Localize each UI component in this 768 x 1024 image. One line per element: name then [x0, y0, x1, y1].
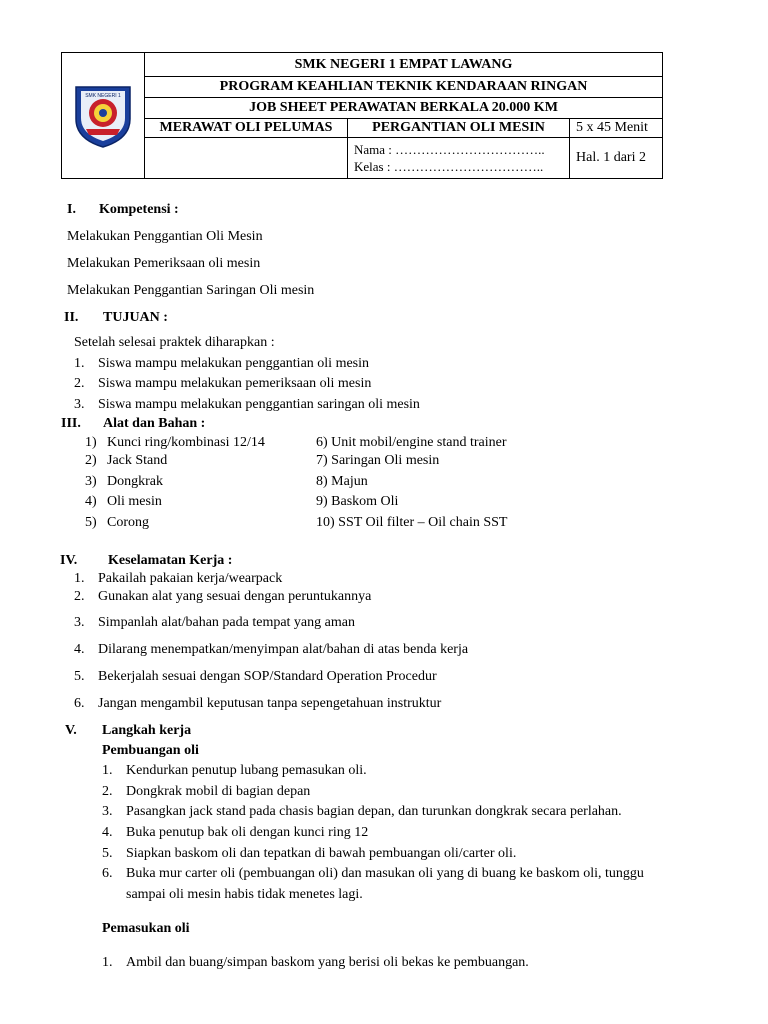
list-number: 3.: [74, 397, 85, 412]
section-3-number: III.: [61, 416, 81, 431]
list-number: 2.: [74, 376, 85, 391]
section-3-title: Alat dan Bahan :: [103, 416, 206, 431]
list-text: Pakailah pakaian kerja/wearpack: [98, 571, 283, 586]
tool-item: 7) Saringan Oli mesin: [316, 453, 440, 468]
list-text: Bekerjalah sesuai dengan SOP/Standard Operation Procedur: [98, 669, 437, 684]
list-number: 1.: [74, 356, 85, 371]
section-1-number: I.: [67, 202, 76, 217]
list-text: Siswa mampu melakukan penggantian oli mesin: [98, 356, 370, 371]
duration-cell: 5 x 45 Menit: [570, 118, 663, 137]
step-text: Siapkan baskom oli dan tepatkan di bawah pembuangan oli/carter oli.: [126, 846, 517, 861]
step-item: [102, 825, 368, 841]
step-number: 6.: [102, 866, 113, 881]
list-number: 3.: [74, 615, 85, 630]
safety-item: [74, 696, 441, 712]
list-number: 2.: [74, 589, 85, 604]
competency-item: Melakukan Penggantian Saringan Oli mesin: [67, 283, 315, 298]
list-text: Simpanlah alat/bahan pada tempat yang aman: [98, 615, 355, 630]
tool-item: 6) Unit mobil/engine stand trainer: [316, 435, 507, 450]
tool-item: [85, 494, 162, 510]
list-text: Dilarang menempatkan/menyimpan alat/bahan di atas benda kerja: [98, 642, 469, 657]
tool-number: 1): [85, 435, 97, 450]
safety-item: [74, 571, 282, 587]
section-4-number: IV.: [60, 553, 78, 568]
safety-item: [74, 642, 468, 658]
name-class-cell: [348, 137, 570, 178]
section-4-title: Keselamatan Kerja :: [108, 553, 233, 568]
subheading-fill: Pemasukan oli: [102, 921, 190, 936]
list-text: Siswa mampu melakukan penggantian saringan oli mesin: [98, 397, 420, 412]
list-item: [74, 376, 371, 392]
tool-item: [85, 435, 265, 451]
kelas-field: Kelas : ……………………………..: [354, 158, 544, 174]
step-item: [102, 804, 622, 820]
blank-cell: [145, 137, 348, 178]
tool-number: 2): [85, 453, 97, 468]
logo-cell: [62, 53, 145, 179]
step-text: Kendurkan penutup lubang pemasukan oli.: [126, 763, 367, 778]
page-cell: Hal. 1 dari 2: [570, 137, 663, 178]
tool-number: 3): [85, 474, 97, 489]
step-item: [102, 784, 310, 800]
tool-text: Corong: [107, 515, 149, 530]
step-item: [102, 763, 367, 779]
tool-item: [85, 515, 149, 531]
step-text: Ambil dan buang/simpan baskom yang berisi oli bekas ke pembuangan.: [126, 955, 529, 970]
school-name: SMK NEGERI 1 EMPAT LAWANG: [145, 53, 663, 77]
safety-item: [74, 589, 371, 605]
tool-text: Jack Stand: [107, 453, 168, 468]
safety-item: [74, 615, 355, 631]
section-1-title: Kompetensi :: [99, 202, 179, 217]
tool-number: 4): [85, 494, 97, 509]
step-number: 3.: [102, 804, 113, 819]
safety-item: [74, 669, 437, 685]
tool-item: 8) Majun: [316, 474, 368, 489]
list-text: Jangan mengambil keputusan tanpa sepengetahuan instruktur: [98, 696, 442, 711]
section-5-title: Langkah kerja: [102, 723, 192, 738]
tool-item: [85, 474, 163, 490]
step-item: [102, 846, 516, 862]
subheading-drain: Pembuangan oli: [102, 743, 199, 758]
section-2-title: TUJUAN :: [103, 310, 168, 325]
tool-text: Dongkrak: [107, 474, 163, 489]
tool-item: [85, 453, 167, 469]
list-number: 4.: [74, 642, 85, 657]
step-number: 4.: [102, 825, 113, 840]
tool-text: Oli mesin: [107, 494, 162, 509]
list-text: Gunakan alat yang sesuai dengan peruntukannya: [98, 589, 372, 604]
step-number: 5.: [102, 846, 113, 861]
nama-field: Nama : ……………………………..: [354, 141, 545, 157]
list-number: 5.: [74, 669, 85, 684]
list-number: 1.: [74, 571, 85, 586]
logo-text: SMK NEGERI 1: [85, 92, 121, 99]
step-number: 1.: [102, 955, 113, 970]
step-text: Buka penutup bak oli dengan kunci ring 12: [126, 825, 369, 840]
section-5-number: V.: [65, 723, 77, 738]
header-table: [61, 52, 663, 179]
step-item: [102, 955, 529, 971]
step-text: Pasangkan jack stand pada chasis bagian depan, dan turunkan dongkrak secara perlahan.: [126, 804, 622, 819]
tool-text: Kunci ring/kombinasi 12/14: [107, 435, 265, 450]
topic-cell: PERGANTIAN OLI MESIN: [348, 118, 570, 137]
step-continuation: sampai oli mesin habis tidak menetes lagi.: [126, 887, 363, 902]
list-number: 6.: [74, 696, 85, 711]
program-name: PROGRAM KEAHLIAN TEKNIK KENDARAAN RINGAN: [145, 77, 663, 98]
list-text: Siswa mampu melakukan pemeriksaan oli mesin: [98, 376, 372, 391]
list-item: [74, 397, 420, 413]
competency-item: Melakukan Penggantian Oli Mesin: [67, 229, 263, 244]
step-number: 1.: [102, 763, 113, 778]
school-logo: [62, 83, 144, 149]
section-2-number: II.: [64, 310, 79, 325]
step-text: Buka mur carter oli (pembuangan oli) dan masukan oli yang di buang ke baskom oli, tunggu: [126, 866, 644, 881]
objective-intro: Setelah selesai praktek diharapkan :: [74, 335, 275, 350]
list-item: [74, 356, 369, 372]
step-item: [102, 866, 644, 882]
competency-item: Melakukan Pemeriksaan oli mesin: [67, 256, 261, 271]
job-sheet-title: JOB SHEET PERAWATAN BERKALA 20.000 KM: [145, 98, 663, 118]
subject-cell: MERAWAT OLI PELUMAS: [145, 118, 348, 137]
step-text: Dongkrak mobil di bagian depan: [126, 784, 311, 799]
tool-number: 5): [85, 515, 97, 530]
step-number: 2.: [102, 784, 113, 799]
tool-item: 9) Baskom Oli: [316, 494, 399, 509]
tool-item: 10) SST Oil filter – Oil chain SST: [316, 515, 508, 530]
